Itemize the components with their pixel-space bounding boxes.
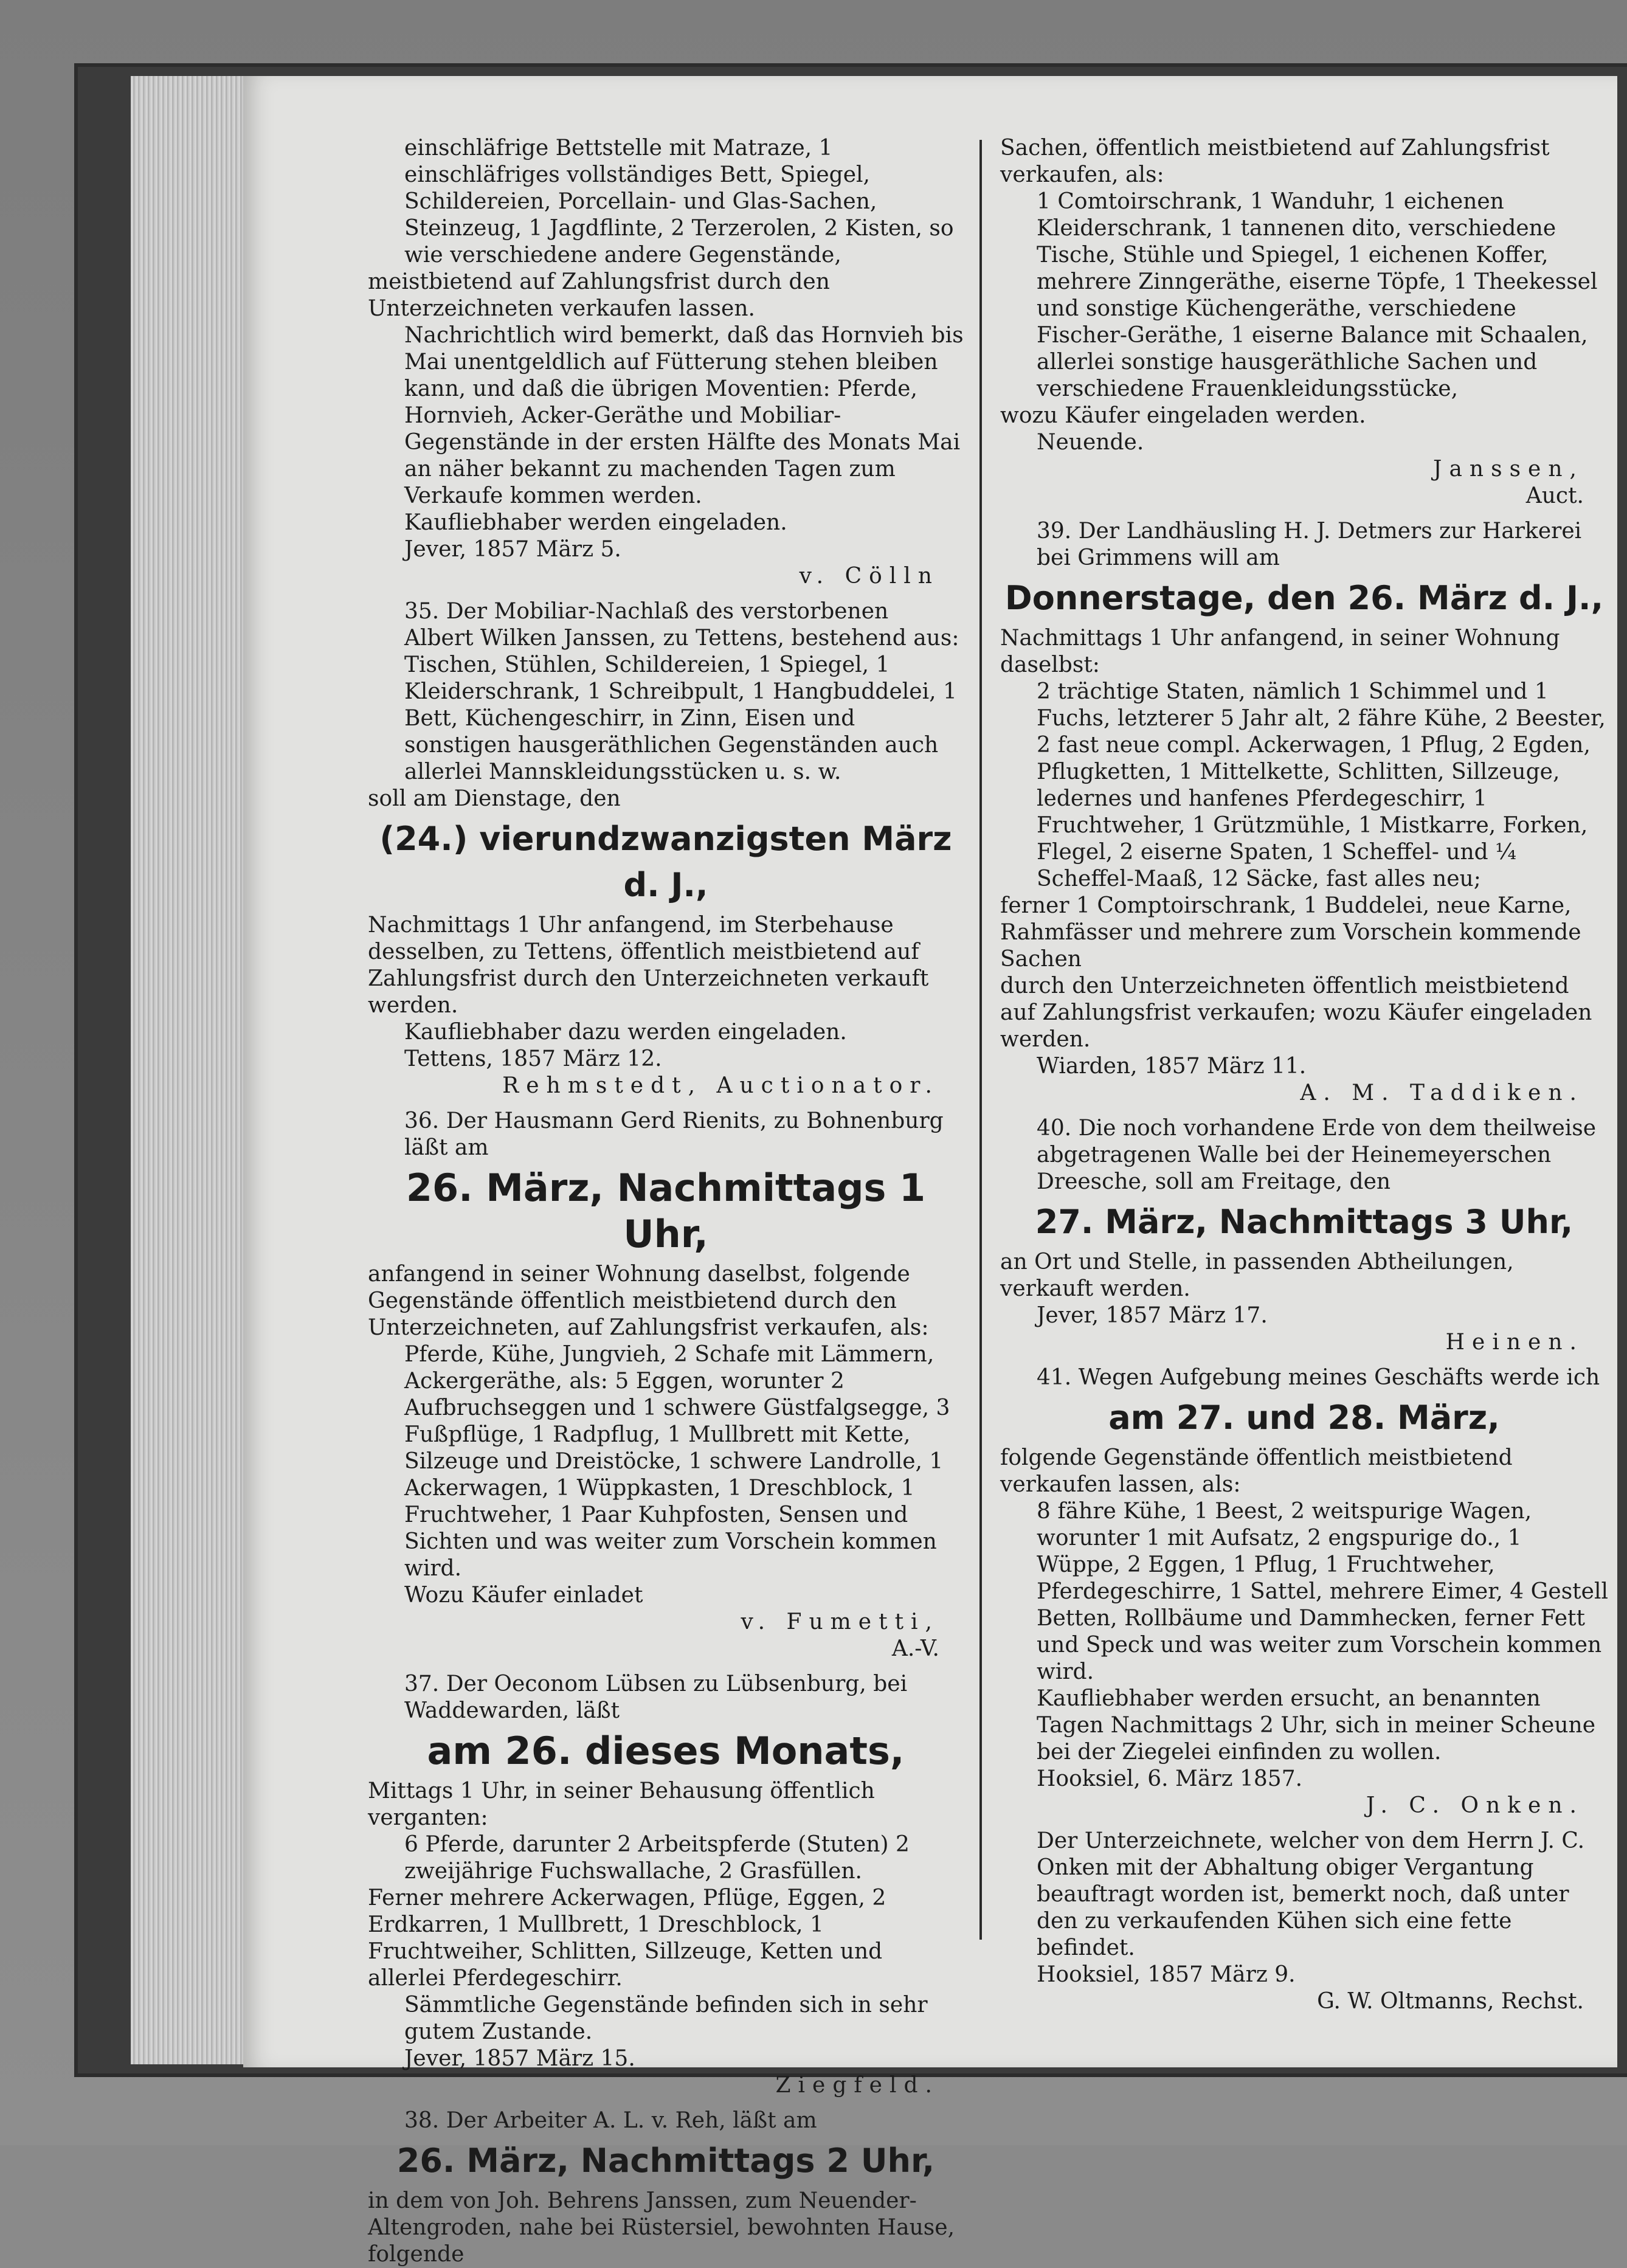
notice-38: 38. Der Arbeiter A. L. v. Reh, läßt am bbox=[404, 2108, 817, 2133]
text-paragraph: Kaufliebhaber werden ersucht, an benannten Tagen Nachmittags 2 Uhr, sich in meiner Scheune bei der Ziegelei einfinden zu wollen. bbox=[1037, 1686, 1596, 1765]
right-column bbox=[1000, 135, 1608, 2015]
date-line: Hooksiel, 1857 März 9. bbox=[1037, 1962, 1296, 1987]
notice-41: 41. Wegen Aufgebung meines Geschäfts werde ich bbox=[1037, 1365, 1600, 1390]
item-list: Pferde, Kühe, Jungvieh, 2 Schafe mit Lämmern, Ackergeräthe, als: 5 Eggen, worunter 2 Aufbruchseggen und 1 schwere Güstfalgsegge, 3 Fußpflüge, 1 Radpflug, 1 Mullbrett mit Kette, Silzeuge und Dreistöcke, 1 schwere Landrolle, 1 Ackerwagen, 1 Wüppkasten, 1 Dreschblock, 1 Fruchtweher, 1 Paar Kuhpfosten, Sensen und Sichten und was weiter zum Vorschein kommen wird. bbox=[404, 1342, 950, 1581]
column-divider bbox=[979, 140, 982, 1940]
signature: J. C. Onken. bbox=[1366, 1793, 1584, 1818]
text-paragraph: soll am Dienstage, den bbox=[368, 786, 621, 811]
auction-date-heading: 27. März, Nachmittags 3 Uhr, bbox=[1035, 1203, 1573, 1241]
date-line: Jever, 1857 März 17. bbox=[1037, 1303, 1268, 1328]
item-list: 1 Comtoirschrank, 1 Wanduhr, 1 eichenen Kleiderschrank, 1 tannenen dito, verschiedene Tische, Stühle und Spiegel, 1 eichenen Koffer, mehrere Zinngeräthe, eiserne Töpfe, 1 Theekessel und sonstige Küchengeräthe, verschiedene Fischer-Geräthe, 1 eiserne Balance mit Schaalen, allerlei sonstige hausgeräthliche Sachen und verschiedene Frauenkleidungsstücke, bbox=[1037, 189, 1598, 401]
date-line: Tettens, 1857 März 12. bbox=[404, 1046, 662, 1071]
text-paragraph: anfangend in seiner Wohnung daselbst, folgende Gegenstände öffentlich meistbietend durch den Unterzeichneten, auf Zahlungsfrist verkaufen, als: bbox=[368, 1262, 929, 1340]
text-paragraph: in dem von Joh. Behrens Janssen, zum Neuender-Altengroden, nahe bei Rüstersiel, bewohnten Hause, folgende bbox=[368, 2188, 955, 2267]
text-paragraph: Ferner mehrere Ackerwagen, Pflüge, Eggen, 2 Erdkarren, 1 Mullbrett, 1 Dreschblock, 1 Fruchtweiher, Schlitten, Sillzeuge, Ketten und allerlei Pferdegeschirr. bbox=[368, 1886, 886, 1991]
signature: Rehmstedt, Auctionator. bbox=[502, 1073, 939, 1098]
signature: Ziegfeld. bbox=[775, 2073, 939, 2098]
signature: A. M. Taddiken. bbox=[1300, 1080, 1584, 1105]
item-list: 2 trächtige Staten, nämlich 1 Schimmel und 1 Fuchs, letzterer 5 Jahr alt, 2 fähre Kühe, 2 Beester, 2 fast neue compl. Ackerwagen, 1 Pflug, 2 Egden, Pflugketten, 1 Mittelkette, Schlitten, Sillzeuge, ledernes und hanfenes Pferdegeschirr, 1 Fruchtweher, 1 Grützmühle, 1 Mistkarre, Forken, Flegel, 2 eiserne Spaten, 1 Scheffel- und ¼ Scheffel-Maaß, 12 Säcke, fast alles neu; bbox=[1037, 679, 1606, 891]
text-paragraph: meistbietend auf Zahlungsfrist durch den Unterzeichneten verkaufen lassen. bbox=[368, 269, 830, 321]
text-paragraph: Sämmtliche Gegenstände befinden sich in sehr gutem Zustande. bbox=[404, 1993, 928, 2044]
text-paragraph: ferner 1 Comptoirschrank, 1 Buddelei, neue Karne, Rahmfässer und mehrere zum Vorschein kommende Sachen bbox=[1000, 893, 1581, 972]
signature: G. W. Oltmanns, Rechst. bbox=[1317, 1989, 1584, 2014]
place-line: Neuende. bbox=[1037, 430, 1144, 455]
text-paragraph: Nachmittags 1 Uhr anfangend, im Sterbehause desselben, zu Tettens, öffentlich meistbietend auf Zahlungsfrist durch den Unterzeichneten verkauft werden. bbox=[368, 913, 929, 1018]
auction-date-heading: (24.) vierundzwanzigsten März d. J., bbox=[379, 820, 952, 904]
text-paragraph: an Ort und Stelle, in passenden Abtheilungen, verkauft werden. bbox=[1000, 1250, 1514, 1301]
text-paragraph: Mittags 1 Uhr, in seiner Behausung öffentlich verganten: bbox=[368, 1779, 875, 1830]
text-paragraph: durch den Unterzeichneten öffentlich meistbietend auf Zahlungsfrist verkaufen; wozu Käufer eingeladen werden. bbox=[1000, 973, 1592, 1052]
notice-39: 39. Der Landhäusling H. J. Detmers zur Harkerei bei Grimmens will am bbox=[1037, 519, 1582, 570]
auction-date-heading: am 26. dieses Monats, bbox=[427, 1729, 905, 1773]
item-list: Tischen, Stühlen, Schildereien, 1 Spiegel, 1 Kleiderschrank, 1 Schreibpult, 1 Hangbuddelei, 1 Bett, Küchengeschirr, in Zinn, Eisen und sonstigen hausgeräthlichen Gegenständen auch allerlei Mannskleidungsstücken u. s. w. bbox=[404, 652, 957, 784]
text-paragraph: Kaufliebhaber dazu werden eingeladen. bbox=[404, 1020, 847, 1045]
text-paragraph: Der Unterzeichnete, welcher von dem Herrn J. C. Onken mit der Abhaltung obiger Vergantung beauftragt worden ist, bemerkt noch, daß unter den zu verkaufenden Kühen sich eine fette befindet. bbox=[1037, 1828, 1585, 1960]
signature: v. Fumetti, bbox=[741, 1609, 939, 1634]
notice-40: 40. Die noch vorhandene Erde von dem theilweise abgetragenen Walle bei der Heinemeyerschen Dreesche, soll am Freitage, den bbox=[1037, 1116, 1597, 1194]
text-paragraph: Nachrichtlich wird bemerkt, daß das Hornvieh bis Mai unentgeldlich auf Fütterung stehen bleiben kann, und daß die übrigen Moventien: Pferde, Hornvieh, Acker-Geräthe und Mobiliar-Gegenstände in der ersten Hälfte des Monats Mai an näher bekannt zu machenden Tagen zum Verkaufe kommen werden. bbox=[404, 323, 964, 508]
auction-date-heading: Donnerstage, den 26. März d. J., bbox=[1004, 579, 1604, 617]
date-line: Jever, 1857 März 15. bbox=[404, 2046, 635, 2071]
page-edges bbox=[131, 76, 249, 2064]
text-paragraph: folgende Gegenstände öffentlich meistbietend verkaufen lassen, als: bbox=[1000, 1445, 1513, 1497]
item-list: 8 fähre Kühe, 1 Beest, 2 weitspurige Wagen, worunter 1 mit Aufsatz, 2 engspurige do., 1 Wüppe, 2 Eggen, 1 Pflug, 1 Fruchtweher, Pferdegeschirre, 1 Sattel, mehrere Eimer, 4 Gestell Betten, Rollbäume und Dammhecken, ferner Fett und Speck und was weiter zum Vorschein kommen wird. bbox=[1037, 1499, 1608, 1684]
auction-date-heading: am 27. und 28. März, bbox=[1108, 1398, 1500, 1437]
text-paragraph: Wozu Käufer einladet bbox=[404, 1583, 643, 1608]
date-line: Jever, 1857 März 5. bbox=[404, 537, 621, 562]
text-paragraph: Kaufliebhaber werden eingeladen. bbox=[404, 510, 787, 535]
auction-date-heading: 26. März, Nachmittags 2 Uhr, bbox=[396, 2142, 935, 2180]
signature-title: A.-V. bbox=[891, 1636, 939, 1661]
signature: v. Cölln bbox=[799, 564, 939, 589]
text-paragraph: einschläfrige Bettstelle mit Matraze, 1 einschläfriges vollständiges Bett, Spiegel, Schildereien, Porcellain- und Glas-Sachen, Steinzeug, 1 Jagdflinte, 2 Terzerolen, 2 Kisten, so wie verschiedene andere Gegenstände, bbox=[404, 136, 954, 268]
notice-36: 36. Der Hausmann Gerd Rienits, zu Bohnenburg läßt am bbox=[404, 1108, 944, 1160]
signature: Janssen, bbox=[1433, 457, 1584, 482]
left-column bbox=[368, 135, 964, 2268]
date-line: Wiarden, 1857 März 11. bbox=[1037, 1054, 1307, 1079]
item-list: 6 Pferde, darunter 2 Arbeitspferde (Stuten) 2 zweijährige Fuchswallache, 2 Grasfüllen. bbox=[404, 1832, 910, 1884]
signature-title: Auct. bbox=[1525, 483, 1584, 508]
notice-35: 35. Der Mobiliar-Nachlaß des verstorbenen Albert Wilken Janssen, zu Tettens, bestehend aus: bbox=[404, 599, 959, 651]
date-line: Hooksiel, 6. März 1857. bbox=[1037, 1766, 1303, 1791]
notice-37: 37. Der Oeconom Lübsen zu Lübsenburg, bei Waddewarden, läßt bbox=[404, 1672, 908, 1723]
signature: Heinen. bbox=[1445, 1330, 1584, 1355]
text-paragraph: Nachmittags 1 Uhr anfangend, in seiner Wohnung daselbst: bbox=[1000, 626, 1560, 677]
text-paragraph: wozu Käufer eingeladen werden. bbox=[1000, 403, 1366, 428]
text-paragraph: Sachen, öffentlich meistbietend auf Zahlungsfrist verkaufen, als: bbox=[1000, 136, 1550, 187]
auction-date-heading: 26. März, Nachmittags 1 Uhr, bbox=[406, 1166, 926, 1256]
